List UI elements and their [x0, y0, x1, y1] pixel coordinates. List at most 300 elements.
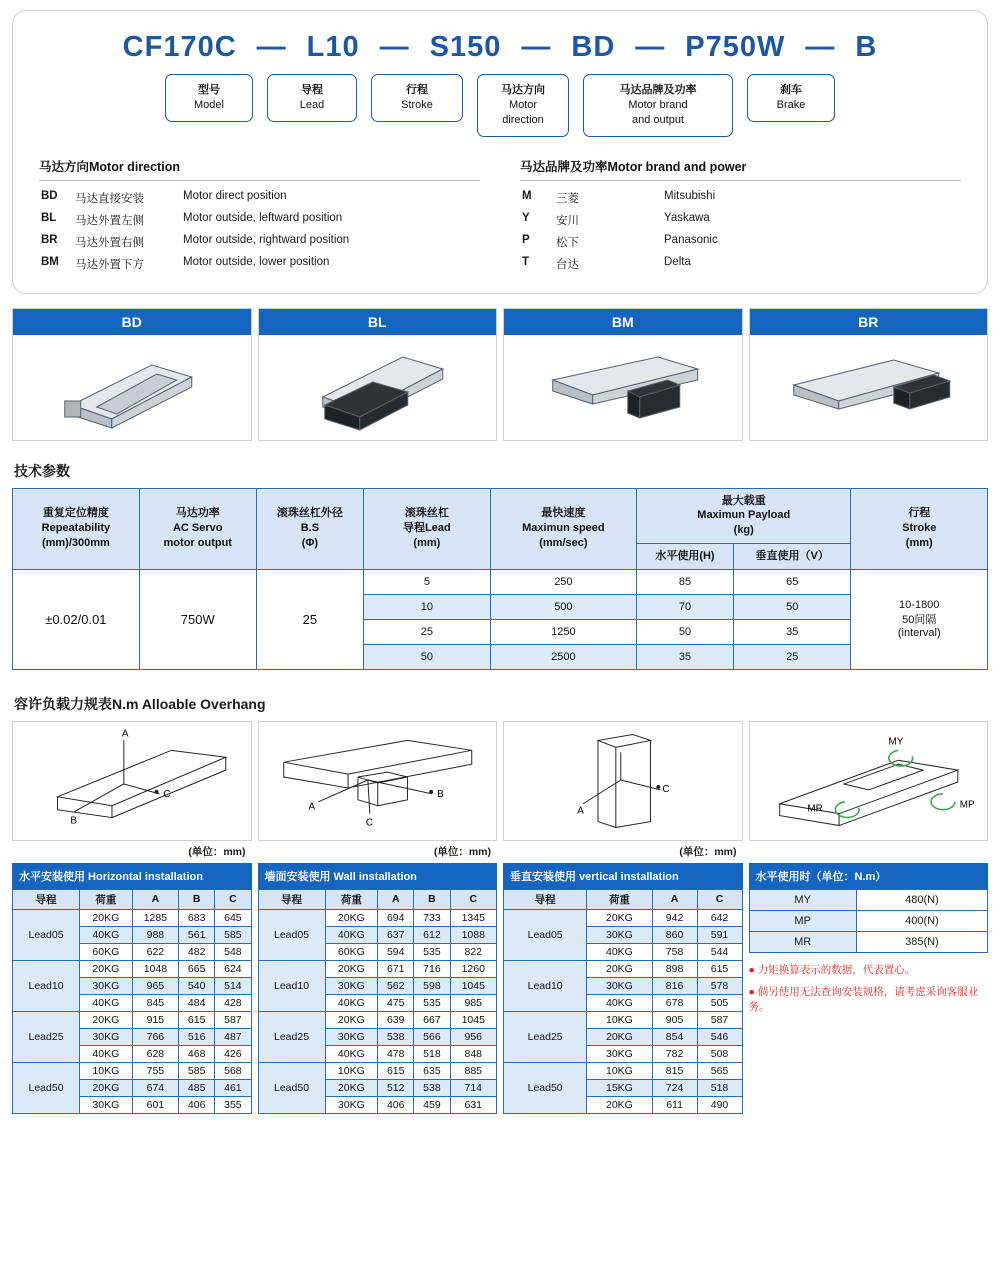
cell-load: 10KG — [80, 1062, 133, 1079]
th-lead — [364, 488, 491, 569]
note-2 — [749, 985, 989, 1017]
cell-a: 475 — [378, 994, 414, 1011]
legend-motor-brand-title: 马达品牌及功率Motor brand and power — [520, 157, 961, 181]
col-load: 荷重 — [80, 889, 133, 909]
cell-lead: Lead10 — [504, 960, 587, 1011]
cell-a: 639 — [378, 1011, 414, 1028]
table-row — [13, 960, 252, 977]
td-payload-h: 50 — [637, 619, 734, 644]
bullet-icon: ● — [748, 985, 755, 998]
th-bs-l2: B.S — [300, 522, 320, 535]
th-max-speed-l1: 最快速度 — [541, 507, 586, 520]
code-box-model — [165, 74, 253, 122]
legend-cn: 松下 — [556, 236, 579, 249]
cell-lead: Lead05 — [258, 909, 325, 960]
bullet-icon: ● — [748, 963, 755, 976]
legend-cn: 三菱 — [556, 192, 579, 205]
overhang-moment-icon — [750, 722, 988, 840]
th-payload-l3: (kg) — [733, 524, 754, 537]
col-a: A — [132, 889, 178, 909]
cell-lead: Lead25 — [258, 1011, 325, 1062]
legend-code: P — [522, 233, 530, 246]
cell-load: 40KG — [80, 926, 133, 943]
cell-moment-value: 400(N) — [856, 910, 987, 931]
unit-label-4 — [749, 844, 989, 859]
cell-b: 683 — [179, 909, 215, 926]
cell-load: 15KG — [587, 1079, 652, 1096]
code-box-lead-en: Lead — [299, 98, 325, 111]
td-payload-v: 35 — [733, 619, 851, 644]
table-header-row — [258, 889, 497, 909]
code-box-brake-cn: 刹车 — [780, 84, 802, 96]
legend-code: BM — [41, 255, 59, 268]
legend-motor-brand — [520, 157, 961, 275]
legend-en: Motor direct position — [183, 189, 287, 202]
td-speed: 2500 — [490, 644, 636, 669]
cell-b: 585 — [179, 1062, 215, 1079]
moment-head: 水平使用时（单位：N.m） — [749, 863, 989, 889]
cell-lead: Lead25 — [504, 1011, 587, 1062]
label-c: C — [163, 788, 171, 800]
cell-lead: Lead10 — [258, 960, 325, 1011]
th-motor-output-l3: motor output — [163, 537, 232, 550]
cell-moment-key: MP — [749, 910, 856, 931]
col-load: 荷重 — [587, 889, 652, 909]
note-1-text: 力矩换算表示的数据，代表置心。 — [757, 963, 916, 976]
th-lead-l2: 导程Lead — [403, 522, 451, 535]
th-payload-v: 垂直使用（V） — [733, 544, 851, 570]
cell-load: 40KG — [587, 994, 652, 1011]
cell-a: 988 — [132, 926, 178, 943]
photo-cell-bd — [12, 308, 252, 441]
catalog-page — [0, 10, 1000, 1264]
cell-a: 671 — [378, 960, 414, 977]
cell-c: 490 — [697, 1096, 742, 1113]
cell-b: 598 — [414, 977, 450, 994]
code-box-model-en: Model — [194, 98, 224, 111]
cell-a: 766 — [132, 1028, 178, 1045]
td-payload-v: 65 — [733, 569, 851, 594]
cell-c: 645 — [215, 909, 251, 926]
cell-load: 60KG — [80, 943, 133, 960]
cell-a: 942 — [652, 909, 697, 926]
label-my: MY — [888, 736, 903, 748]
td-payload-h: 85 — [637, 569, 734, 594]
td-stroke — [851, 569, 988, 669]
th-bs-l3: (Φ) — [301, 537, 319, 550]
cell-a: 406 — [378, 1096, 414, 1113]
td-bs: 25 — [256, 569, 363, 669]
cell-a: 860 — [652, 926, 697, 943]
legend-row — [39, 231, 480, 253]
cell-a: 674 — [132, 1079, 178, 1096]
cell-b: 665 — [179, 960, 215, 977]
overhang-diagram-horizontal — [12, 721, 252, 841]
td-lead: 25 — [364, 619, 491, 644]
legend-en: Yaskawa — [664, 211, 710, 224]
legend-en: Motor outside, rightward position — [183, 233, 350, 246]
cell-lead: Lead05 — [13, 909, 80, 960]
cell-load: 30KG — [587, 926, 652, 943]
cell-c: 514 — [215, 977, 251, 994]
th-stroke — [851, 488, 988, 569]
cell-load: 40KG — [80, 994, 133, 1011]
cell-a: 594 — [378, 943, 414, 960]
th-repeatability — [13, 488, 140, 569]
code-box-direction — [477, 74, 569, 137]
cell-b: 406 — [179, 1096, 215, 1113]
code-part-model: CF170C — [122, 31, 237, 63]
horizontal-data-table — [12, 889, 252, 1114]
th-repeatability-l2: Repeatability — [41, 522, 111, 535]
cell-a: 1285 — [132, 909, 178, 926]
product-photo-strip — [12, 308, 988, 441]
cell-moment-value: 385(N) — [856, 931, 987, 952]
unit-label-2: (单位：mm) — [433, 845, 491, 858]
cell-a: 915 — [132, 1011, 178, 1028]
code-box-stroke-en: Stroke — [401, 98, 433, 111]
cell-load: 40KG — [325, 1045, 378, 1062]
cell-a: 478 — [378, 1045, 414, 1062]
th-motor-output-l2: AC Servo — [172, 522, 223, 535]
th-lead-l3: (mm) — [413, 537, 441, 550]
cell-c: 615 — [697, 960, 742, 977]
legend-code: Y — [522, 211, 530, 224]
cell-a: 724 — [652, 1079, 697, 1096]
cell-load: 30KG — [325, 1096, 378, 1113]
cell-c: 505 — [697, 994, 742, 1011]
cell-a: 622 — [132, 943, 178, 960]
cell-a: 601 — [132, 1096, 178, 1113]
table-row — [749, 910, 988, 931]
cell-load: 30KG — [80, 1028, 133, 1045]
th-bs-l1: 滚珠丝杠外径 — [276, 507, 343, 520]
cell-b: 516 — [179, 1028, 215, 1045]
th-payload — [637, 488, 851, 544]
cell-b: 485 — [179, 1079, 215, 1096]
moment-notes — [749, 963, 989, 1016]
td-lead: 50 — [364, 644, 491, 669]
cell-load: 10KG — [587, 1011, 652, 1028]
code-box-brake-en: Brake — [776, 98, 806, 111]
table-row — [504, 960, 743, 977]
cell-load: 20KG — [587, 1028, 652, 1045]
cell-c: 624 — [215, 960, 251, 977]
photo-cell-br — [749, 308, 989, 441]
cell-a: 562 — [378, 977, 414, 994]
photo-label-bm: BM — [504, 309, 742, 335]
label-mr: MR — [806, 803, 823, 815]
col-lead: 导程 — [504, 889, 587, 909]
legend-code: M — [522, 189, 532, 202]
cell-b: 482 — [179, 943, 215, 960]
table-row — [749, 889, 988, 910]
legend-row — [520, 253, 961, 275]
legend-area — [29, 157, 971, 275]
cell-a: 1048 — [132, 960, 178, 977]
actuator-br-icon — [750, 335, 988, 440]
cell-load: 40KG — [325, 926, 378, 943]
td-stroke-l1: 10-1800 — [899, 599, 940, 612]
th-motor-output — [139, 488, 256, 569]
cell-a: 678 — [652, 994, 697, 1011]
overhang-horizontal-icon — [13, 722, 251, 840]
label-b: B — [70, 815, 77, 827]
cell-b: 518 — [414, 1045, 450, 1062]
cell-c: 822 — [450, 943, 497, 960]
table-row — [258, 960, 497, 977]
cell-c: 428 — [215, 994, 251, 1011]
table-row — [504, 909, 743, 926]
cell-a: 965 — [132, 977, 178, 994]
cell-a: 512 — [378, 1079, 414, 1096]
cell-lead: Lead25 — [13, 1011, 80, 1062]
cell-load: 30KG — [587, 1045, 652, 1062]
legend-row — [39, 253, 480, 275]
photo-label-bl: BL — [259, 309, 497, 335]
photo-cell-bm — [503, 308, 743, 441]
overhang-head-horizontal: 水平安装使用 Horizontal installation — [12, 863, 252, 889]
overhang-table-vertical — [503, 863, 743, 1114]
tech-section-title: 技术参数 — [14, 462, 70, 479]
photo-image-bd — [13, 335, 251, 440]
col-a: A — [378, 889, 414, 909]
code-box-brand — [583, 74, 733, 137]
code-box-direction-cn: 马达方向 — [501, 84, 545, 96]
overhang-diagram-wall — [258, 721, 498, 841]
th-payload-h: 水平使用(H) — [637, 544, 734, 570]
code-part-stroke: S150 — [429, 31, 502, 63]
cell-load: 20KG — [587, 960, 652, 977]
table-row — [504, 1011, 743, 1028]
overhang-table-horizontal — [12, 863, 252, 1114]
overhang-diagram-row — [12, 721, 988, 841]
col-c: C — [450, 889, 497, 909]
cell-moment-key: MR — [749, 931, 856, 952]
cell-c: 1260 — [450, 960, 497, 977]
td-lead: 10 — [364, 594, 491, 619]
legend-cn: 安川 — [556, 214, 579, 227]
overhang-tables-row — [12, 863, 988, 1114]
code-dash-5: — — [805, 31, 836, 63]
cell-c: 985 — [450, 994, 497, 1011]
moment-column — [749, 863, 989, 1022]
legend-cn: 马达外置右侧 — [75, 236, 144, 249]
cell-b: 716 — [414, 960, 450, 977]
th-bs — [256, 488, 363, 569]
cell-a: 628 — [132, 1045, 178, 1062]
label-a: A — [307, 801, 315, 813]
cell-c: 1045 — [450, 1011, 497, 1028]
model-code-line — [29, 31, 971, 64]
col-lead: 导程 — [13, 889, 80, 909]
legend-en: Delta — [664, 255, 691, 268]
legend-code: BD — [41, 189, 58, 202]
cell-a: 854 — [652, 1028, 697, 1045]
cell-c: 1345 — [450, 909, 497, 926]
cell-c: 631 — [450, 1096, 497, 1113]
overhang-vertical-icon — [504, 722, 742, 840]
cell-a: 694 — [378, 909, 414, 926]
cell-c: 885 — [450, 1062, 497, 1079]
legend-row — [39, 187, 480, 209]
code-dash-3: — — [521, 31, 552, 63]
th-max-speed — [490, 488, 636, 569]
cell-b: 535 — [414, 994, 450, 1011]
legend-cn: 台达 — [556, 258, 579, 271]
cell-load: 40KG — [587, 943, 652, 960]
cell-a: 816 — [652, 977, 697, 994]
legend-cn: 马达外置左侧 — [75, 214, 144, 227]
photo-image-bm — [504, 335, 742, 440]
legend-motor-direction-table — [39, 187, 480, 275]
overhang-section-title: 容许负载力规表N.m Alloable Overhang — [14, 695, 266, 712]
photo-cell-bl — [258, 308, 498, 441]
photo-label-br: BR — [750, 309, 988, 335]
table-row — [504, 1062, 743, 1079]
cell-c: 587 — [697, 1011, 742, 1028]
cell-load: 20KG — [80, 1079, 133, 1096]
table-row — [258, 1011, 497, 1028]
cell-load: 30KG — [325, 977, 378, 994]
cell-load: 20KG — [80, 909, 133, 926]
table-row — [13, 1062, 252, 1079]
code-box-brand-en2: and output — [632, 113, 684, 126]
code-part-direction: BD — [571, 31, 616, 63]
photo-image-bl — [259, 335, 497, 440]
cell-c: 565 — [697, 1062, 742, 1079]
cell-c: 1088 — [450, 926, 497, 943]
cell-c: 568 — [215, 1062, 251, 1079]
cell-c: 548 — [215, 943, 251, 960]
code-box-brake — [747, 74, 835, 122]
cell-load: 20KG — [587, 1096, 652, 1113]
cell-load: 20KG — [587, 909, 652, 926]
th-repeatability-l1: 重复定位精度 — [42, 507, 109, 520]
legend-code: BL — [41, 211, 57, 224]
legend-en: Motor outside, lower position — [183, 255, 330, 268]
legend-row — [520, 209, 961, 231]
cell-c: 1045 — [450, 977, 497, 994]
cell-load: 20KG — [325, 960, 378, 977]
cell-c: 487 — [215, 1028, 251, 1045]
label-c: C — [662, 783, 670, 795]
table-row — [258, 909, 497, 926]
col-c: C — [215, 889, 251, 909]
cell-lead: Lead50 — [504, 1062, 587, 1113]
cell-load: 20KG — [325, 1079, 378, 1096]
moment-table — [749, 889, 989, 953]
code-part-brand: P750W — [685, 31, 786, 63]
legend-cn: 马达直接安装 — [75, 192, 144, 205]
cell-load: 30KG — [325, 1028, 378, 1045]
cell-b: 484 — [179, 994, 215, 1011]
unit-label-1: (单位：mm) — [188, 845, 246, 858]
cell-b: 468 — [179, 1045, 215, 1062]
cell-load: 20KG — [325, 1011, 378, 1028]
col-c: C — [697, 889, 742, 909]
th-repeatability-l3: (mm)/300mm — [41, 537, 110, 550]
cell-b: 612 — [414, 926, 450, 943]
table-row — [258, 1062, 497, 1079]
overhang-diagram-moment — [749, 721, 989, 841]
code-box-brand-cn: 马达品牌及功率 — [619, 84, 697, 96]
label-a: A — [121, 728, 129, 740]
cell-c: 518 — [697, 1079, 742, 1096]
label-c: C — [365, 817, 373, 829]
table-header-row — [504, 889, 743, 909]
note-1 — [749, 963, 989, 979]
cell-a: 611 — [652, 1096, 697, 1113]
th-lead-l1: 滚珠丝杠 — [404, 507, 449, 520]
overhang-wall-icon — [259, 722, 497, 840]
model-code-panel — [12, 10, 988, 294]
legend-row — [520, 231, 961, 253]
cell-c: 578 — [697, 977, 742, 994]
legend-en: Panasonic — [664, 233, 718, 246]
cell-load: 20KG — [325, 909, 378, 926]
cell-load: 10KG — [587, 1062, 652, 1079]
code-box-lead — [267, 74, 357, 122]
cell-c: 642 — [697, 909, 742, 926]
th-stroke-l3: (mm) — [905, 537, 933, 550]
code-box-direction-en2: direction — [502, 113, 544, 126]
cell-c: 587 — [215, 1011, 251, 1028]
cell-b: 667 — [414, 1011, 450, 1028]
code-part-lead: L10 — [306, 31, 360, 63]
photo-label-bd: BD — [13, 309, 251, 335]
td-repeatability: ±0.02/0.01 — [13, 569, 140, 669]
table-row — [749, 931, 988, 952]
table-header-row — [13, 889, 252, 909]
label-a: A — [577, 805, 584, 817]
col-b: B — [414, 889, 450, 909]
cell-b: 733 — [414, 909, 450, 926]
th-max-speed-l3: (mm/sec) — [539, 537, 588, 550]
td-stroke-l3: (interval) — [897, 627, 941, 640]
actuator-bm-icon — [504, 335, 742, 440]
cell-load: 30KG — [80, 1096, 133, 1113]
legend-en: Motor outside, leftward position — [183, 211, 343, 224]
legend-motor-direction — [39, 157, 480, 275]
legend-row — [39, 209, 480, 231]
cell-lead: Lead10 — [13, 960, 80, 1011]
cell-b: 561 — [179, 926, 215, 943]
cell-load: 30KG — [80, 977, 133, 994]
overhang-diagram-vertical — [503, 721, 743, 841]
td-speed: 500 — [490, 594, 636, 619]
wall-data-table — [258, 889, 498, 1114]
cell-c: 426 — [215, 1045, 251, 1062]
code-box-stroke-cn: 行程 — [406, 84, 428, 96]
th-payload-l1: 最大载重 — [721, 494, 766, 507]
th-motor-output-l1: 马达功率 — [175, 507, 220, 520]
cell-c: 508 — [697, 1045, 742, 1062]
code-box-lead-cn: 导程 — [301, 84, 323, 96]
cell-load: 30KG — [587, 977, 652, 994]
legend-en: Mitsubishi — [664, 189, 716, 202]
td-stroke-l2: 50间隔 — [902, 614, 937, 627]
cell-b: 615 — [179, 1011, 215, 1028]
code-box-brand-en1: Motor brand — [628, 98, 688, 111]
cell-c: 355 — [215, 1096, 251, 1113]
tech-header-row-1 — [13, 488, 988, 544]
cell-a: 538 — [378, 1028, 414, 1045]
legend-motor-brand-table — [520, 187, 961, 275]
cell-c: 956 — [450, 1028, 497, 1045]
cell-b: 566 — [414, 1028, 450, 1045]
cell-lead: Lead05 — [504, 909, 587, 960]
